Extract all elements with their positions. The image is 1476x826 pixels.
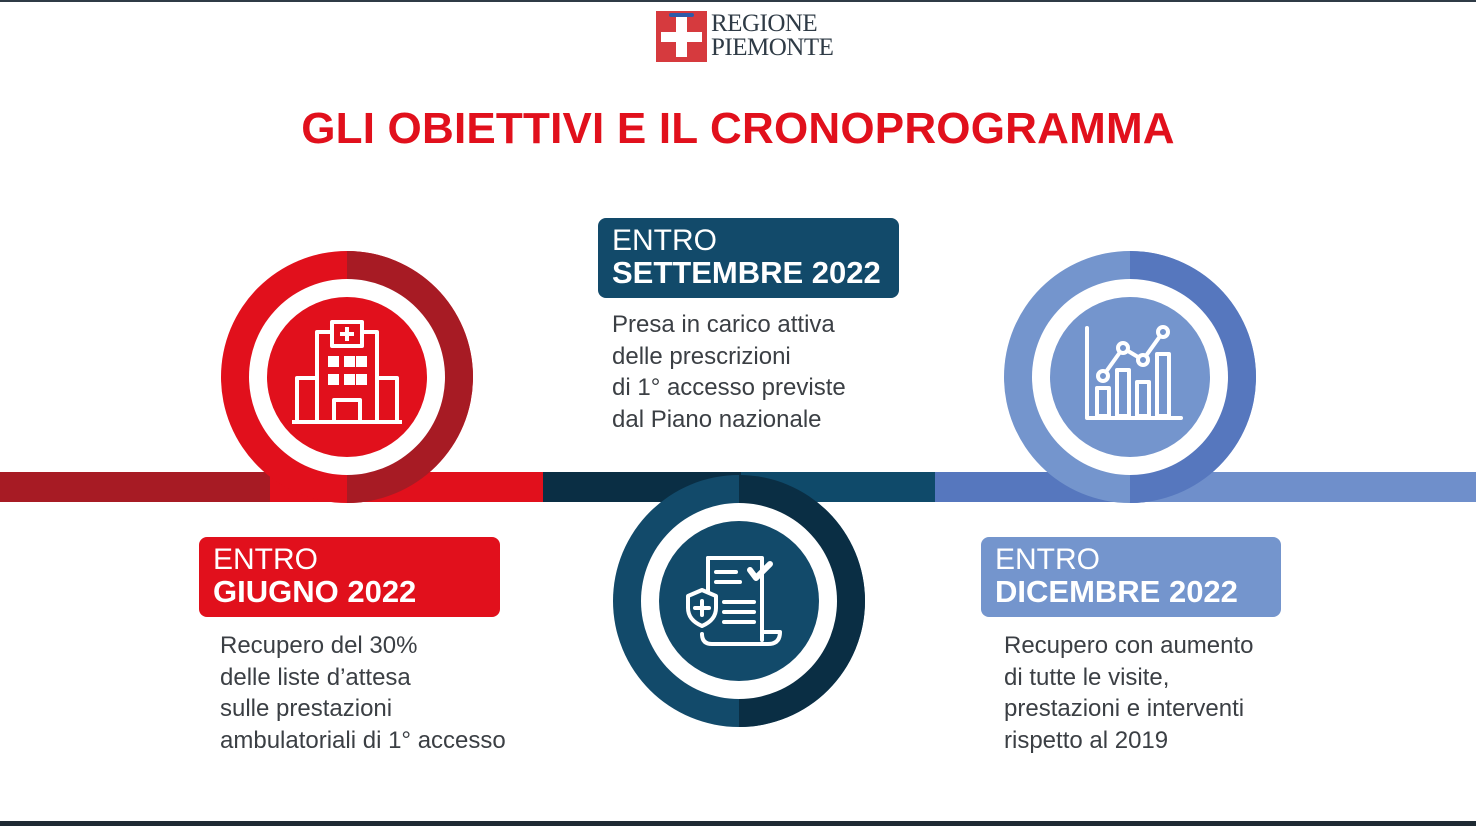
badge-label-date: DICEMBRE 2022 [995,574,1238,609]
bottom-border [0,821,1476,826]
description-line: di tutte le visite, [1004,663,1170,691]
milestone-badge-september [598,218,899,298]
milestone-badge-june [199,537,500,617]
description-line: delle liste d’attesa [220,663,411,691]
milestone-circle-september [612,474,866,728]
milestone-description-june [220,630,506,756]
description-line: sulle prestazioni [220,695,393,722]
badge-label-date: GIUGNO 2022 [213,574,417,609]
regione-piemonte-logo [656,10,834,65]
milestone-badge-december [981,537,1281,617]
description-line: Recupero del 30% [220,632,418,659]
description-line: ambulatoriali di 1° accesso [220,726,506,754]
badge-label-prefix: ENTRO [612,224,717,257]
badge-label-prefix: ENTRO [213,543,318,576]
description-line: rispetto al 2019 [1004,726,1169,754]
description-line: prestazioni e interventi [1004,695,1245,722]
top-border [0,0,1476,2]
description-line: di 1° accesso previste [612,374,846,401]
milestone-circle-june [220,250,474,504]
description-line: Recupero con aumento [1004,632,1254,659]
logo-text [711,12,833,60]
logo-line1: REGIONE [711,10,818,37]
badge-label-prefix: ENTRO [995,543,1100,576]
description-line: Presa in carico attiva [612,311,835,338]
description-line: delle prescrizioni [612,342,791,370]
milestone-description-september [612,309,846,435]
description-line: dal Piano nazionale [612,405,822,433]
page-title: GLI OBIETTIVI E IL CRONOPROGRAMMA [301,104,1175,153]
milestone-description-december [1004,630,1254,756]
logo-emblem [656,11,707,62]
milestone-circle-december [1003,250,1257,504]
badge-label-date: SETTEMBRE 2022 [612,255,881,290]
logo-line2: PIEMONTE [711,34,834,61]
